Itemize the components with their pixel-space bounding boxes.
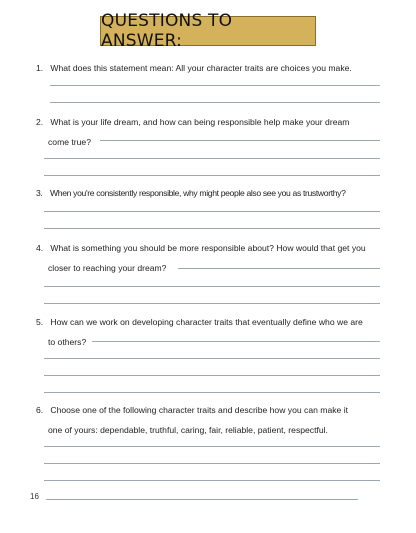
- answer-line[interactable]: [44, 158, 380, 159]
- question-number: 5.: [36, 317, 44, 327]
- question-1: [36, 58, 382, 78]
- question-text-cont: to others?: [48, 337, 87, 347]
- question-text-cont: one of yours: dependable, truthful, caring, fair, reliable, patient, respectful.: [48, 425, 328, 435]
- answer-line[interactable]: [50, 85, 380, 86]
- answer-line[interactable]: [44, 375, 380, 376]
- answer-line[interactable]: [44, 446, 380, 447]
- question-text: What does this statement mean: All your character traits are choices you make.: [50, 63, 352, 73]
- question-number: 6.: [36, 405, 44, 415]
- question-text: What is something you should be more responsible about? How would that get you: [50, 243, 366, 253]
- answer-line[interactable]: [92, 341, 380, 342]
- answer-line[interactable]: [178, 268, 380, 269]
- answer-line[interactable]: [44, 228, 380, 229]
- question-3: [36, 183, 382, 203]
- page-number: 16: [30, 492, 39, 501]
- question-text: When you're consistently responsible, why might people also see you as trustworthy?: [50, 188, 346, 198]
- answer-line[interactable]: [44, 211, 380, 212]
- answer-line[interactable]: [44, 358, 380, 359]
- question-text-cont: closer to reaching your dream?: [48, 263, 167, 273]
- answer-line[interactable]: [100, 140, 380, 141]
- question-number: 4.: [36, 243, 44, 253]
- footer-rule: [46, 499, 358, 500]
- section-title: QUESTIONS TO ANSWER:: [101, 11, 233, 51]
- answer-line[interactable]: [44, 175, 380, 176]
- question-text: What is your life dream, and how can being responsible help make your dream: [50, 117, 350, 127]
- question-number: 2.: [36, 117, 44, 127]
- answer-line[interactable]: [50, 102, 380, 103]
- question-text: Choose one of the following character traits and describe how you can make it: [50, 405, 348, 415]
- answer-line[interactable]: [44, 286, 380, 287]
- answer-line[interactable]: [44, 463, 380, 464]
- answer-line[interactable]: [44, 480, 380, 481]
- question-2: [36, 112, 382, 152]
- question-text-cont: come true?: [48, 137, 91, 147]
- question-5: [36, 312, 382, 352]
- question-6: [36, 400, 382, 440]
- section-title-banner: [100, 11, 316, 51]
- answer-line[interactable]: [44, 303, 380, 304]
- question-number: 3.: [36, 188, 43, 198]
- question-text: How can we work on developing character traits that eventually define who we are: [50, 317, 363, 327]
- question-4: [36, 238, 382, 278]
- answer-line[interactable]: [44, 392, 380, 393]
- question-number: 1.: [36, 63, 44, 73]
